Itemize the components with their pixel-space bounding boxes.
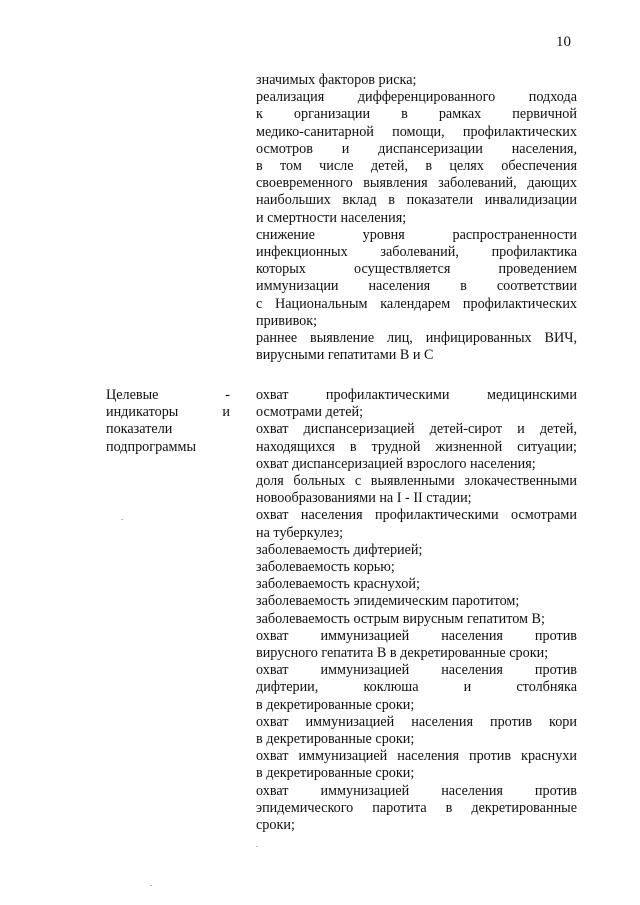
text-line: с Национальным календарем профилактических [256, 295, 577, 312]
text-line: вирусными гепатитами В и С [256, 347, 434, 364]
text-line: на туберкулез; [256, 524, 344, 541]
text-line: которых осуществляется проведением [256, 261, 577, 278]
text-line: охват иммунизацией населения против краснухи [256, 748, 577, 765]
label-word: Целевые [106, 387, 159, 403]
label-dash: - [225, 387, 230, 403]
text-line: раннее выявление лиц, инфицированных ВИЧ, [256, 330, 577, 347]
text-line: наибольших вклад в показатели инвалидизации [256, 192, 577, 209]
text-line: заболеваемость краснухой; [256, 576, 420, 593]
text-line: в том числе детей, в целях обеспечения [256, 158, 577, 175]
text-line: сроки; [256, 817, 295, 834]
text-line: находящихся в трудной жизненной ситуации; [256, 438, 577, 455]
text-line: реализация дифференцированного подхода [256, 89, 577, 106]
text-line: и смертности населения; [256, 209, 407, 226]
text-line: заболеваемость острым вирусным гепатитом В; [256, 610, 545, 627]
text-line: значимых факторов риска; [256, 72, 417, 88]
label-word: показатели [106, 421, 173, 438]
text-line: заболеваемость корью; [256, 559, 395, 576]
text-line: своевременного выявления заболеваний, дающих [256, 175, 577, 192]
text-line: в декретированные сроки; [256, 731, 415, 748]
text-line: к организации в рамках первичной [256, 106, 577, 123]
text-line: охват населения профилактическими осмотрами [256, 507, 577, 524]
text-line: иммунизации населения в соответствии [256, 278, 577, 295]
text-line: охват диспансеризацией детей-сирот и детей, [256, 421, 577, 438]
text-line: вирусного гепатита В в декретированные сроки; [256, 645, 549, 662]
text-line: дифтерии, коклюша и столбняка [256, 679, 577, 696]
text-line: охват диспансеризацией взрослого населения; [256, 455, 536, 472]
text-line: охват иммунизацией населения против [256, 662, 577, 679]
scan-speck [121, 519, 123, 520]
label-conjunction: и [222, 404, 230, 421]
text-line: осмотров и диспансеризации населения, [256, 140, 577, 157]
text-line: заболеваемость дифтерией; [256, 541, 423, 558]
text-line: охват профилактическими медицинскими [256, 387, 577, 403]
indicators-list [256, 387, 577, 834]
label-word: подпрограммы [106, 438, 196, 455]
label-word: индикаторы [106, 404, 179, 421]
text-line: охват иммунизацией населения против кори [256, 713, 577, 730]
text-line: прививок; [256, 312, 318, 329]
text-line: в декретированные сроки; [256, 696, 415, 713]
text-line: инфекционных заболеваний, профилактика [256, 244, 577, 261]
text-line: новообразованиями на I - II стадии; [256, 490, 472, 507]
indicators-label [106, 387, 230, 456]
text-line: эпидемического паротита в декретированные [256, 799, 577, 816]
text-line: в декретированные сроки; [256, 765, 415, 782]
subprogram-tasks-text [256, 72, 577, 364]
text-line: снижение уровня распространенности [256, 226, 577, 243]
text-line: охват иммунизацией населения против [256, 782, 577, 799]
text-line: осмотрами детей; [256, 404, 364, 421]
text-line: заболеваемость эпидемическим паротитом; [256, 593, 520, 610]
scan-speck [150, 885, 152, 886]
text-line: медико-санитарной помощи, профилактических [256, 123, 577, 140]
page-number: 10 [556, 34, 571, 50]
text-line: охват иммунизацией населения против [256, 627, 577, 644]
scan-speck [256, 846, 258, 847]
text-line: доля больных с выявленными злокачественными [256, 473, 577, 490]
